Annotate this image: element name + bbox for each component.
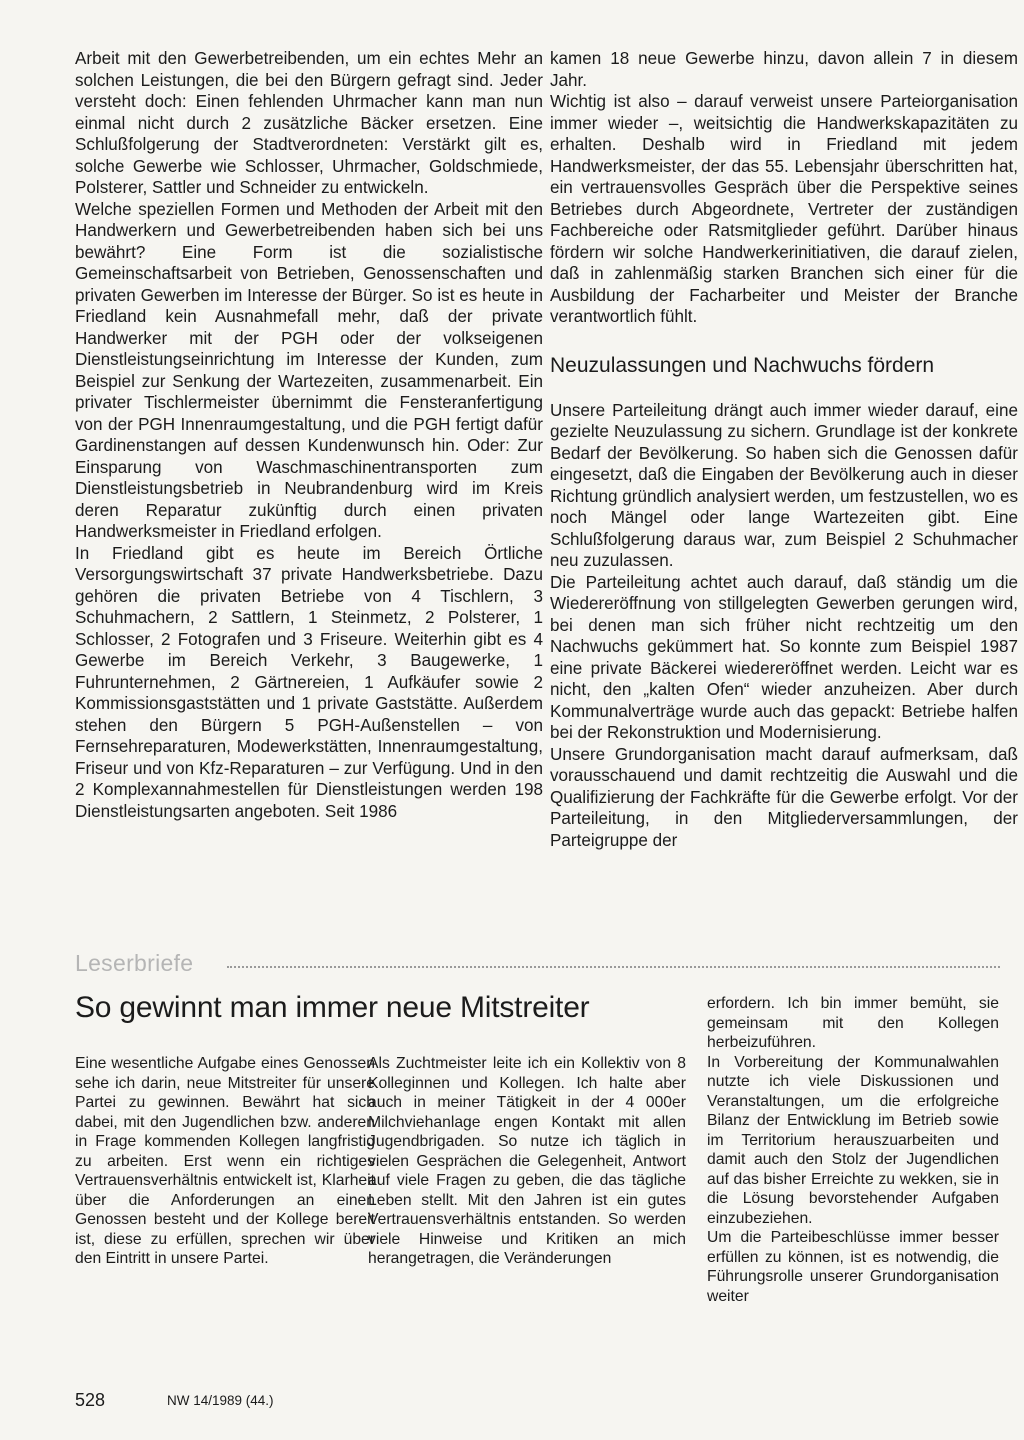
page-number: 528: [75, 1390, 106, 1410]
paragraph: Um die Parteibeschlüsse immer besser erfüllen zu können, ist es notwendig, die Führungsrolle unserer Grundorganisation weiter: [707, 1229, 999, 1305]
letter-column-1: [75, 1054, 375, 1269]
letter-column-2: [368, 1054, 686, 1269]
issue-reference: NW 14/1989 (44.): [167, 1393, 274, 1408]
article-left-column: [75, 48, 543, 822]
page-footer: [75, 1390, 475, 1414]
rubric-label: Leserbriefe: [75, 950, 194, 976]
paragraph: Eine wesentliche Aufgabe eines Genossen sehe ich darin, neue Mitstreiter für unsere Partei zu gewinnen. Bewährt hat sich dabei, mit den Jugendlichen bzw. anderen in Frage kommenden Kollegen langfristig zu arbeiten. Erst wenn ein richtiges Vertrauensverhältnis entwickelt ist, Klarheit über die Anforderungen an einen Genossen besteht und der Kollege bereit ist, diese zu erfüllen, sprechen wir über den Eintritt in unsere Partei.: [75, 1055, 375, 1267]
paragraph: Die Parteileitung achtet auch darauf, daß ständig um die Wiedereröffnung von stillgelegten Gewerben gerungen wird, bei denen man sich früher nicht rechtzeitig um den Nachwuchs gekümmert hat. So konnte zum Beispiel 1987 eine private Bäckerei wiedereröffnet werden. Leicht war es nicht, den „kalten Ofen“ wieder anzuheizen. Aber durch Kommunalverträge wurde auch das gepackt: Betriebe halfen bei der Rekonstruktion und Modernisierung.: [550, 572, 1018, 742]
paragraph: Unsere Parteileitung drängt auch immer wieder darauf, eine gezielte Neuzulassung zu sichern. Grundlage ist der konkrete Bedarf der Bevölkerung. So haben sich die Genossen dafür eingesetzt, daß die Eingaben der Bevölkerung auch in dieser Richtung gründlich analysiert werden, um festzustellen, wo es noch Mängel oder lange Wartezeiten gibt. Eine Schlußfolgerung daraus war, zum Beispiel 2 Schuhmacher neu zuzulassen.: [550, 400, 1018, 570]
paragraph: Welche speziellen Formen und Methoden der Arbeit mit den Handwerkern und Gewerbetreibenden haben sich bei uns bewährt? Eine Form ist die sozialistische Gemeinschaftsarbeit von Betrieben, Genossenschaften und privaten Gewerben im Interesse der Bürger. So ist es heute in Friedland kein Ausnahmefall mehr, daß der private Handwerker mit der PGH oder der volkseigenen Dienstleistungseinrichtung im Interesse der Kunden, zum Beispiel zur Senkung der Wartezeiten, zusammenarbeit. Ein privater Tischlermeister übernimmt die Fensteranfertigung von der PGH Innenraumgestaltung, und die PGH fertigt dafür Gardinenstangen auf dessen Kundenwunsch hin. Oder: Zur Einsparung von Waschmaschinentransporten zum Dienstleistungsbetrieb in Neubrandenburg wird im Kreis deren Reparatur zukünftig durch einen privaten Handwerksmeister in Friedland erfolgen.: [75, 199, 543, 541]
paragraph: Arbeit mit den Gewerbetreibenden, um ein echtes Mehr an solchen Leistungen, die bei den Bürgern gefragt sind. Jeder versteht doch: Einen fehlenden Uhrmacher kann man nun einmal nicht durch 2 zusätzliche Bäcker ersetzen. Eine Schlußfolgerung der Stadtverordneten: Verstärkt gilt es, solche Gewerbe wie Schlosser, Uhrmacher, Goldschmiede, Polsterer, Sattler und Schneider zu entwickeln.: [75, 49, 543, 197]
rubric-divider: [227, 966, 1000, 968]
section-subheading: Neuzulassungen und Nachwuchs fördern: [550, 353, 935, 377]
paragraph: In Friedland gibt es heute im Bereich Örtliche Versorgungswirtschaft 37 private Handwerksbetriebe. Dazu gehören die privaten Betriebe von 4 Tischlern, 3 Schuhmachern, 2 Sattlern, 1 Steinmetz, 2 Polsterer, 1 Schlosser, 2 Fotografen und 3 Friseure. Weiterhin gibt es 4 Gewerbe im Bereich Verkehr, 3 Baugewerke, 1 Fuhrunternehmen, 2 Gärtnereien, 1 Aufkäufer sowie 2 Kommissionsgaststätten und 1 private Gaststätte. Außerdem stehen den Bürgern 5 PGH-Außenstellen – von Fernsehreparaturen, Modewerkstätten, Innenraumgestaltung, Friseur und von Kfz-Reparaturen – zur Verfügung. Und in den 2 Komplexannahmestellen für Dienstleistungen werden 198 Dienstleistungsarten angeboten. Seit 1986: [75, 543, 543, 821]
letters-rubric: [75, 950, 1000, 980]
paragraph: In Vorbereitung der Kommunalwahlen nutzte ich viele Diskussionen und Veranstaltungen, um die erfolgreiche Bilanz der Entwicklung im Betrieb sowie im Territorium herauszuarbeiten und damit auch den Stolz der Jugendlichen auf das bisher Erreichte zu wekken, sie in die Lösung bevorstehender Aufgaben einzubeziehen.: [707, 1053, 999, 1227]
paragraph: Wichtig ist also – darauf verweist unsere Parteiorganisation immer wieder –, weitsichtig die Handwerkskapazitäten zu erhalten. Deshalb wird in Friedland mit jedem Handwerksmeister, der das 55. Lebensjahr überschritten hat, ein vertrauensvolles Gespräch über die Perspektive seines Betriebes durch Abgeordnete, Vertreter der zuständigen Fachbereiche oder Ratsmitglieder geführt. Darüber hinaus fördern wir solche Handwerkerinitiativen, die darauf zielen, daß in zahlenmäßig starken Branchen sich einer für die Ausbildung der Facharbeiter und Meister der Branche verantwortlich fühlt.: [550, 92, 1018, 326]
letter-column-3: [707, 994, 999, 1306]
letter-headline: So gewinnt man immer neue Mitstreiter: [75, 991, 590, 1024]
paragraph: kamen 18 neue Gewerbe hinzu, davon allein 7 in diesem Jahr.: [550, 49, 1018, 90]
article-right-column: [550, 48, 1018, 851]
paragraph: erfordern. Ich bin immer bemüht, sie gemeinsam mit den Kollegen herbeizuführen.: [707, 995, 999, 1051]
paragraph: Als Zuchtmeister leite ich ein Kollektiv von 8 Kolleginnen und Kollegen. Ich halte aber auch in meiner Tätigkeit in der 4 000er Milchviehanlage engen Kontakt mit allen Jugendbrigaden. So nutze ich täglich in vielen Gesprächen die Gelegenheit, Antwort auf viele Fragen zu geben, die das tägliche Leben stellt. Mit den Jahren ist ein gutes Vertrauensverhältnis entstanden. So werden viele Hinweise und Kritiken an mich herangetragen, die Veränderungen: [368, 1055, 686, 1267]
paragraph: Unsere Grundorganisation macht darauf aufmerksam, daß vorausschauend und damit rechtzeitig die Auswahl und die Qualifizierung der Fachkräfte für die Gewerbe erfolgt. Vor der Parteileitung, in den Mitgliederversammlungen, der Parteigruppe der: [550, 744, 1018, 850]
